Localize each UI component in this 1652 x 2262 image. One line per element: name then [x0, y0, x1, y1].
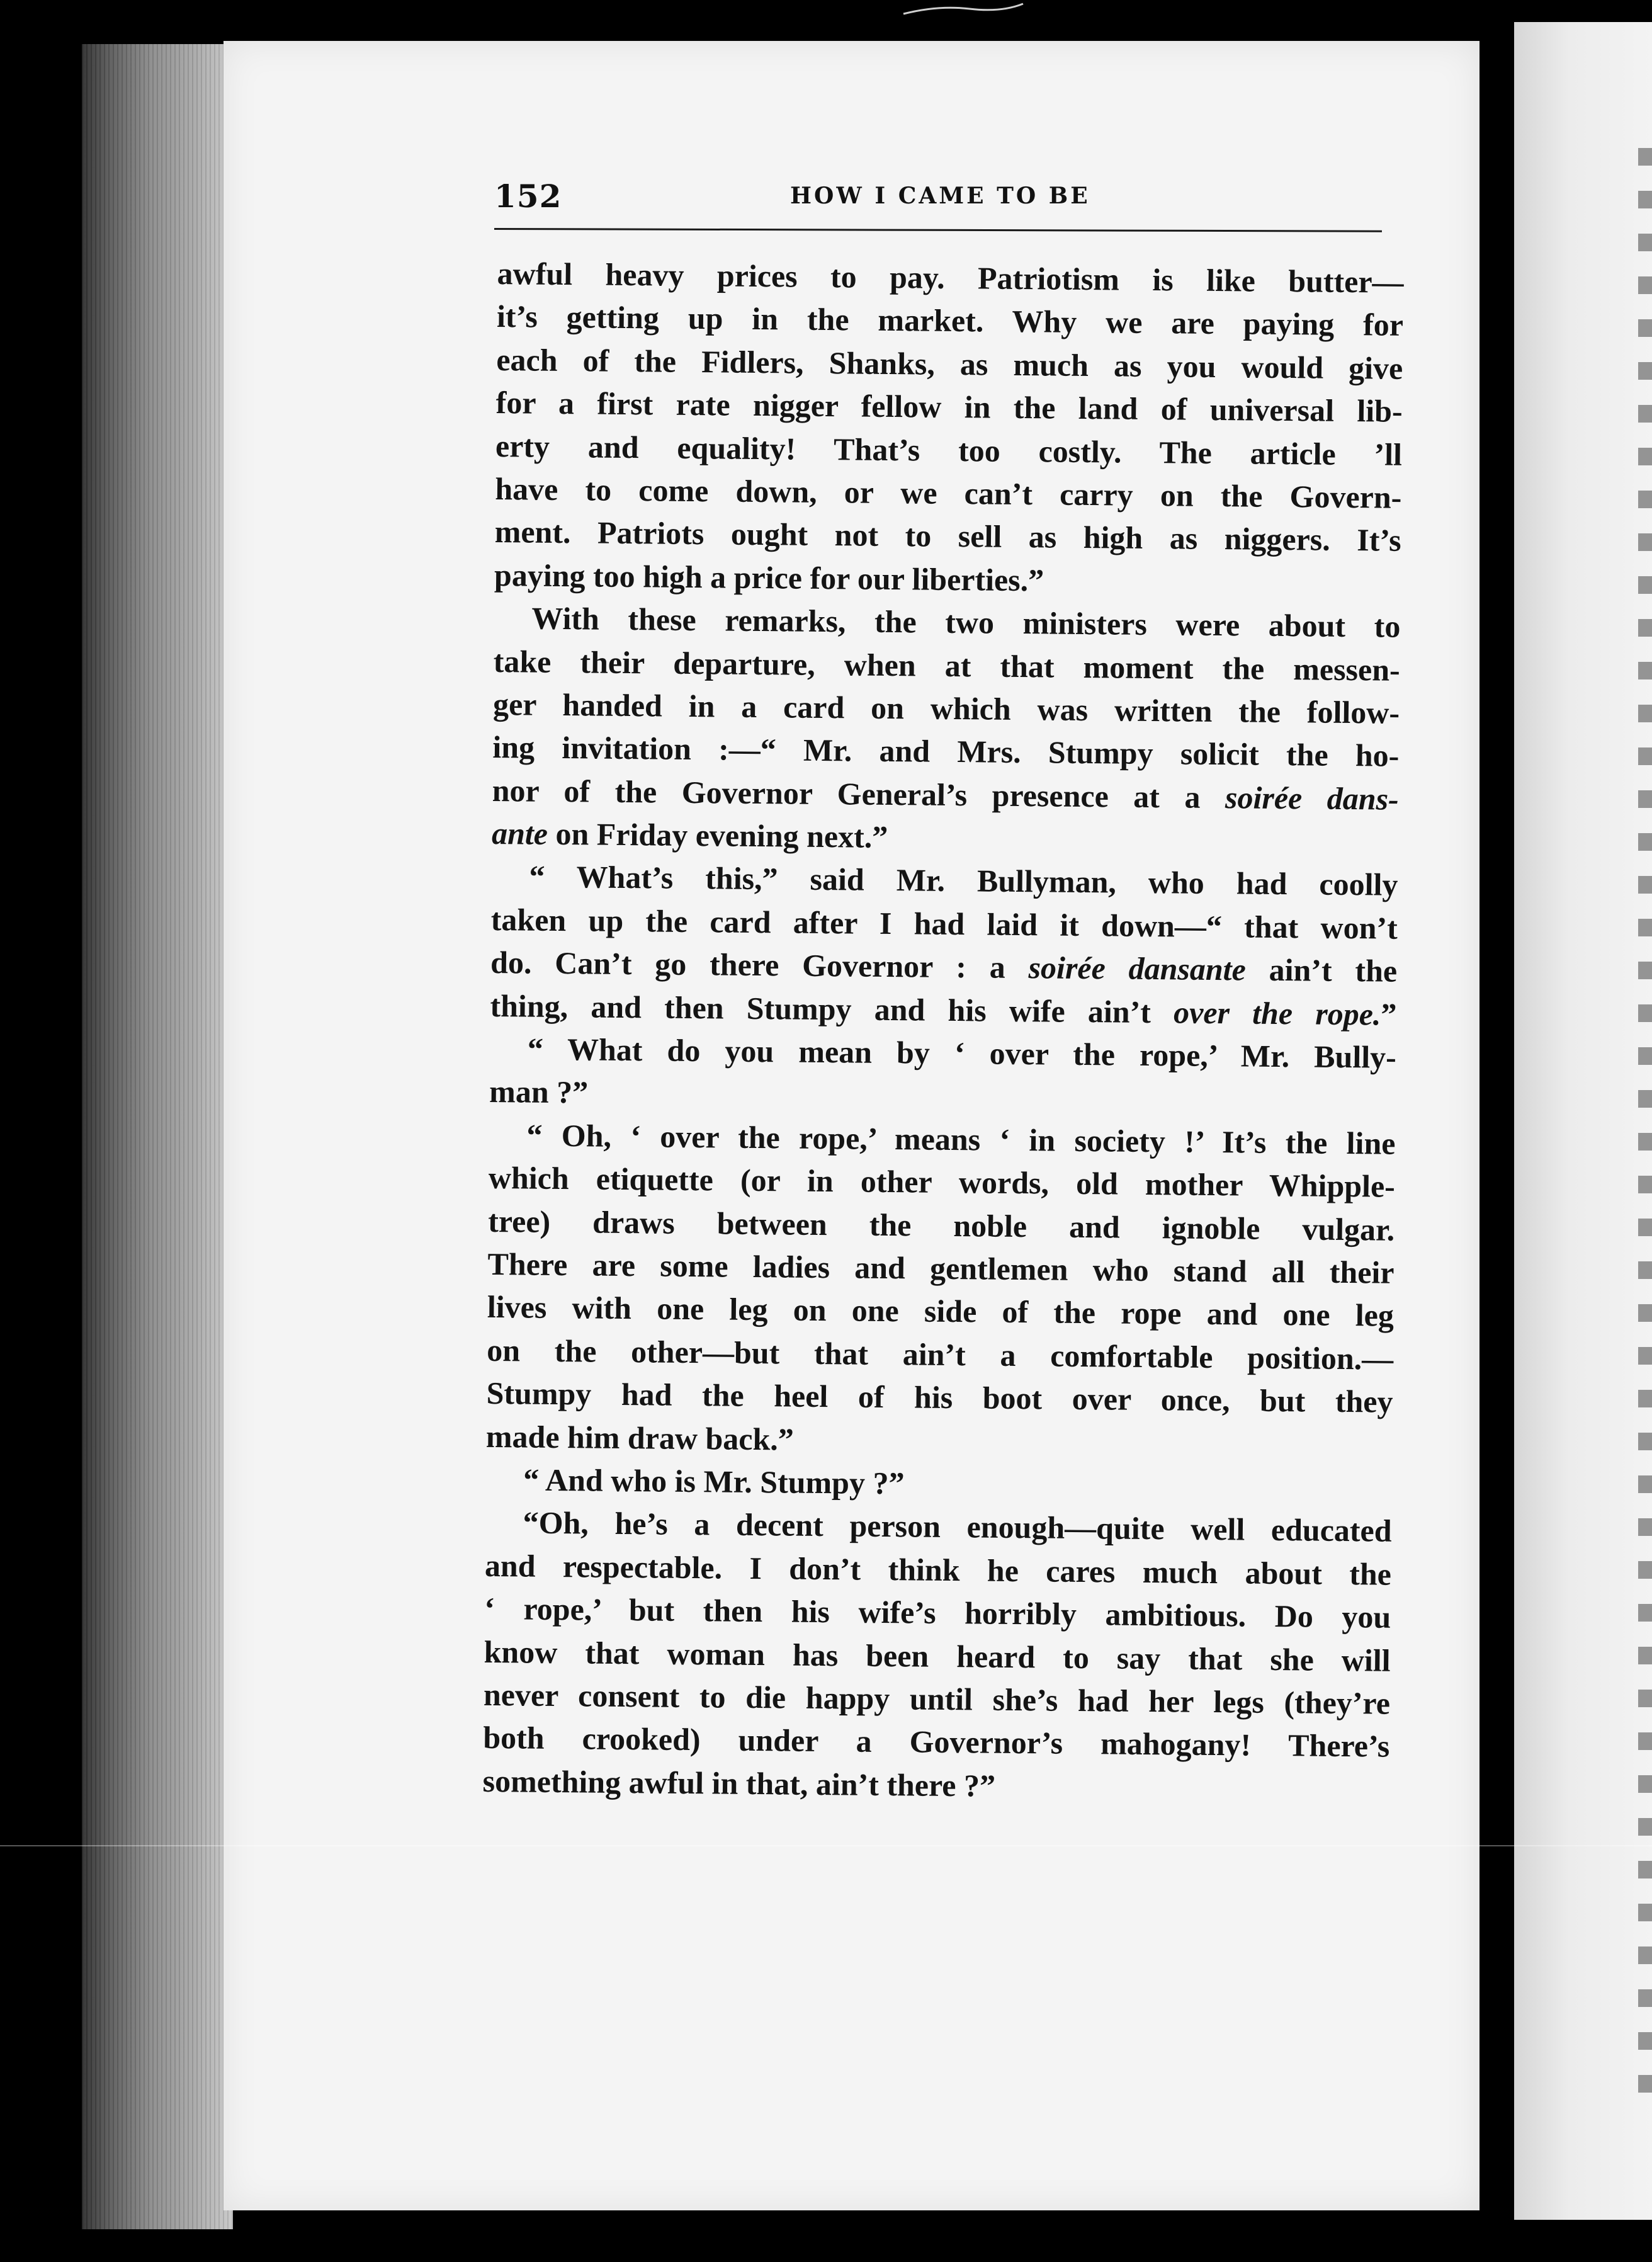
text-line: made him draw back.”: [485, 1418, 795, 1457]
text-line: ‘ rope,’ but then his wife’s horribly ambitious. Do you: [484, 1591, 1391, 1635]
text-line: nor of the Governor General’s presence at a soirée dans-: [492, 772, 1399, 817]
text-line: awful heavy prices to pay. Patriotism is like butter—: [497, 255, 1404, 300]
text-line: do. Can’t go there Governor : a soirée dansante ain’t the: [490, 945, 1398, 989]
text-line: it’s getting up in the market. Why we are paying for: [496, 298, 1404, 343]
text-line: “ Oh, ‘ over the rope,’ means ‘ in society !’ It’s the line: [526, 1117, 1396, 1161]
body-text: [482, 252, 1404, 1811]
text-line: thing, and then Stumpy and his wife ain’t over the rope.”: [490, 987, 1397, 1032]
text-line: and respectable. I don’t think he cares much about the: [484, 1547, 1392, 1592]
text-line: know that woman has been heard to say that she will: [484, 1634, 1391, 1678]
text-line: man ?”: [489, 1074, 589, 1110]
text-line: something awful in that, ain’t there ?”: [482, 1763, 996, 1804]
text-line: never consent to die happy until she’s had her legs (they’re: [483, 1676, 1391, 1721]
text-line: lives with one leg on one side of the rope and one leg: [487, 1289, 1395, 1334]
text-line: for a first rate nigger fellow in the land of universal lib-: [495, 385, 1403, 429]
text-line: ante on Friday evening next.”: [491, 816, 888, 855]
text-line: have to come down, or we can’t carry on the Govern-: [495, 470, 1402, 515]
text-line: “ What do you mean by ‘ over the rope,’ Mr. Bully-: [527, 1031, 1397, 1075]
text-line: taken up the card after I had laid it down—“ that won’t: [490, 901, 1398, 946]
text-line: With these remarks, the two ministers were about to: [531, 600, 1401, 644]
page-header: [494, 178, 1382, 222]
text-line: “Oh, he’s a decent person enough—quite well educated: [523, 1504, 1392, 1549]
text-line: take their departure, when at that moment the messen-: [493, 643, 1400, 688]
text-line: “ What’s this,” said Mr. Bullyman, who had coolly: [529, 859, 1398, 903]
text-line: There are some ladies and gentlemen who stand all their: [487, 1246, 1395, 1290]
text-line: tree) draws between the noble and ignoble vulgar.: [487, 1203, 1395, 1248]
text-line: which etiquette (or in other words, old mother Whipple-: [488, 1160, 1396, 1204]
text-line: on the other—but that ain’t a comfortable position.—: [486, 1332, 1394, 1377]
text-line: both crooked) under a Governor’s mahogany! There’s: [483, 1720, 1390, 1764]
page-number: 152: [494, 178, 562, 215]
facing-page-strip: [1514, 22, 1652, 2220]
text-line: erty and equality! That’s too costly. The article ’ll: [495, 428, 1403, 472]
text-line: ing invitation :—“ Mr. and Mrs. Stumpy solicit the ho-: [492, 729, 1400, 774]
running-head: HOW I CAME TO BE: [790, 183, 1090, 209]
text-line: Stumpy had the heel of his boot over once, but they: [486, 1375, 1393, 1419]
text-line: paying too high a price for our liberties.”: [494, 557, 1044, 598]
page-block-edge: [82, 44, 233, 2229]
text-line: ment. Patriots ought not to sell as high as niggers. It’s: [494, 514, 1401, 559]
text-line: each of the Fidlers, Shanks, as much as you would give: [496, 341, 1403, 386]
scan-fold-line: [0, 1845, 1652, 1846]
text-line: ger handed in a card on which was written the follow-: [492, 686, 1400, 730]
text-line: “ And who is Mr. Stumpy ?”: [523, 1462, 905, 1501]
scan-scratch-mark: [900, 0, 1026, 19]
